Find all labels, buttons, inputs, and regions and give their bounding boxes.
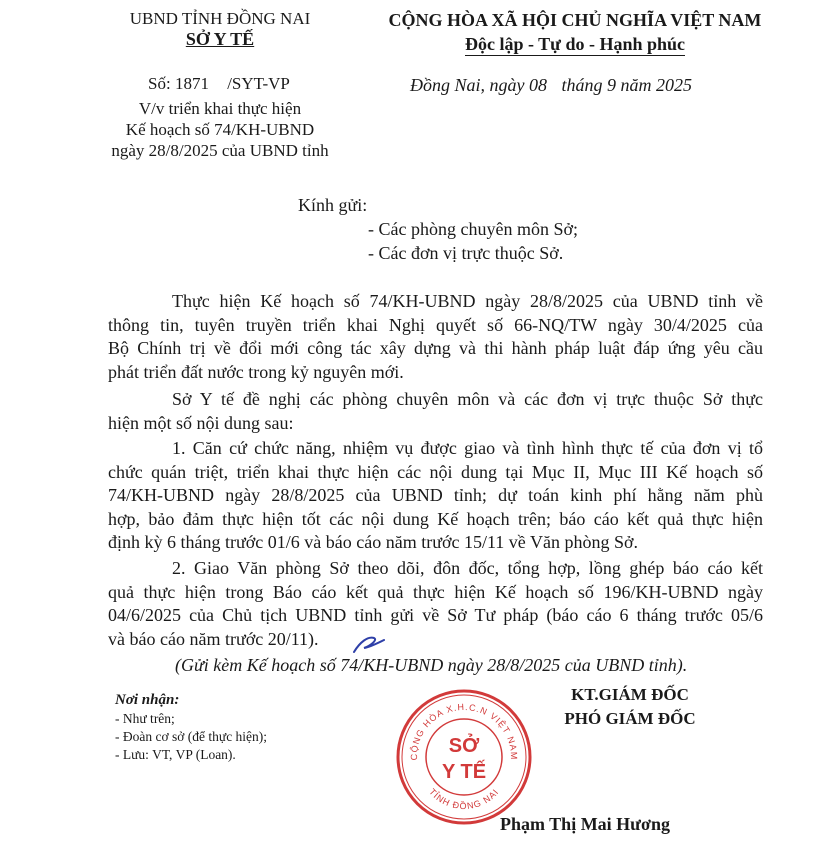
paragraph-line: Bộ Chính trị về đổi mới công tác xây dựng và thi hành pháp luật đáp ứng yêu cầu bbox=[108, 338, 763, 358]
signer-title-2: PHÓ GIÁM ĐỐC bbox=[564, 709, 696, 728]
handwritten-mark bbox=[350, 630, 390, 660]
nation-title: CỘNG HÒA XÃ HỘI CHỦ NGHĨA VIỆT NAM bbox=[388, 10, 762, 30]
agency-parent: UBND TỈNH ĐỒNG NAI bbox=[129, 9, 311, 28]
paragraph-line: Thực hiện Kế hoạch số 74/KH-UBND ngày 28/8/2025 của UBND tỉnh về bbox=[172, 291, 763, 311]
distribution-item: - Lưu: VT, VP (Loan). bbox=[115, 747, 236, 762]
signer-title-1: KT.GIÁM ĐỐC bbox=[571, 685, 689, 704]
paragraph-line: và báo cáo năm trước 20/11). bbox=[108, 628, 319, 649]
seal-center-line-2: Y TẾ bbox=[441, 761, 487, 783]
paragraph-line: 04/6/2025 của Chủ tịch UBND tỉnh gửi về Sở Tư pháp (báo cáo 6 tháng trước 05/6 bbox=[108, 605, 763, 625]
paragraph-line: 74/KH-UBND ngày 28/8/2025 của UBND tỉnh; dự toán kinh phí hằng năm phù bbox=[108, 485, 763, 505]
subject-line: V/v triển khai thực hiện bbox=[138, 99, 302, 118]
signer-block bbox=[470, 683, 790, 731]
distribution-list bbox=[115, 690, 267, 764]
date-year: năm 2025 bbox=[620, 75, 693, 95]
paragraph-item-2 bbox=[108, 557, 763, 651]
doc-number-suffix: /SYT-VP bbox=[227, 74, 290, 93]
paragraph-line: Sở Y tế đề nghị các phòng chuyên môn và các đơn vị trực thuộc Sở thực bbox=[172, 389, 763, 409]
paragraph-line: định kỳ 6 tháng trước 01/6 và báo cáo năm trước 15/11 về Văn phòng Sở. bbox=[108, 532, 638, 552]
paragraph-line: thông tin, tuyên truyền triển khai Nghị quyết số 66-NQ/TW ngày 30/4/2025 của bbox=[108, 314, 763, 335]
doc-number-value: 1871 bbox=[174, 74, 209, 93]
paragraph-intro bbox=[108, 290, 763, 384]
paragraph-request bbox=[108, 388, 763, 435]
distribution-label: Nơi nhận: bbox=[115, 692, 180, 708]
paragraph-line: chức quán triệt, triển khai thực hiện các nội dung tại Mục II, Mục III Kế hoạch số bbox=[108, 461, 763, 482]
paragraph-line: hợp, bảo đảm thực hiện tốt các nội dung Kế hoạch trên; báo cáo kết quả thực hiện bbox=[108, 508, 763, 529]
seal-center-line-1: SỞ bbox=[448, 735, 480, 757]
nation-block bbox=[340, 8, 810, 56]
signer-name: Phạm Thị Mai Hương bbox=[500, 814, 670, 834]
doc-number-label: Số: bbox=[148, 74, 171, 93]
date-day: 08 bbox=[529, 75, 547, 95]
agency-block bbox=[95, 8, 345, 50]
date-line bbox=[410, 75, 692, 96]
date-month: 9 bbox=[607, 75, 617, 95]
date-place: Đồng Nai, ngày bbox=[410, 75, 525, 95]
svg-text:TỈNH ĐỒNG NAI bbox=[427, 787, 501, 811]
date-month-label: tháng bbox=[561, 75, 603, 95]
subject-line: ngày 28/8/2025 của UBND tỉnh bbox=[111, 141, 329, 160]
distribution-item: - Đoàn cơ sở (để thực hiện); bbox=[115, 729, 268, 744]
paragraph-line: quả thực hiện trong Báo cáo kết quả thực hiện Kế hoạch số 196/KH-UBND ngày bbox=[108, 581, 763, 602]
document-number bbox=[148, 74, 290, 94]
paragraph-line: 2. Giao Văn phòng Sở theo dõi, đôn đốc, tổng hợp, lồng ghép báo cáo kết bbox=[172, 558, 763, 578]
distribution-item: - Như trên; bbox=[115, 711, 175, 726]
motto bbox=[340, 32, 810, 56]
seal-ring-bottom: TỈNH ĐỒNG NAI bbox=[427, 786, 501, 812]
paragraph-item-1 bbox=[108, 437, 763, 555]
subject-block bbox=[95, 98, 345, 161]
paragraph-line: hiện một số nội dung sau: bbox=[108, 412, 294, 433]
agency-name: SỞ Y TẾ bbox=[185, 29, 255, 49]
paragraph-line: phát triển đất nước trong kỷ nguyên mới. bbox=[108, 361, 404, 382]
recipient-item: - Các phòng chuyên môn Sở; bbox=[368, 219, 578, 239]
recipient-item: - Các đơn vị trực thuộc Sở. bbox=[368, 243, 564, 263]
attachment-note: (Gửi kèm Kế hoạch số 74/KH-UBND ngày 28/8/2025 của UBND tỉnh). bbox=[175, 655, 688, 675]
paragraph-line: 1. Căn cứ chức năng, nhiệm vụ được giao và tình hình thực tế của đơn vị tổ bbox=[172, 438, 763, 458]
subject-line: Kế hoạch số 74/KH-UBND bbox=[125, 120, 315, 139]
recipients-list bbox=[368, 217, 578, 265]
seal-ring-top: CỘNG HÒA X.H.C.N VIỆT NAM bbox=[408, 701, 520, 761]
motto-text: Độc lập - Tự do - Hạnh phúc bbox=[464, 34, 686, 54]
recipients-label: Kính gửi: bbox=[298, 195, 368, 215]
